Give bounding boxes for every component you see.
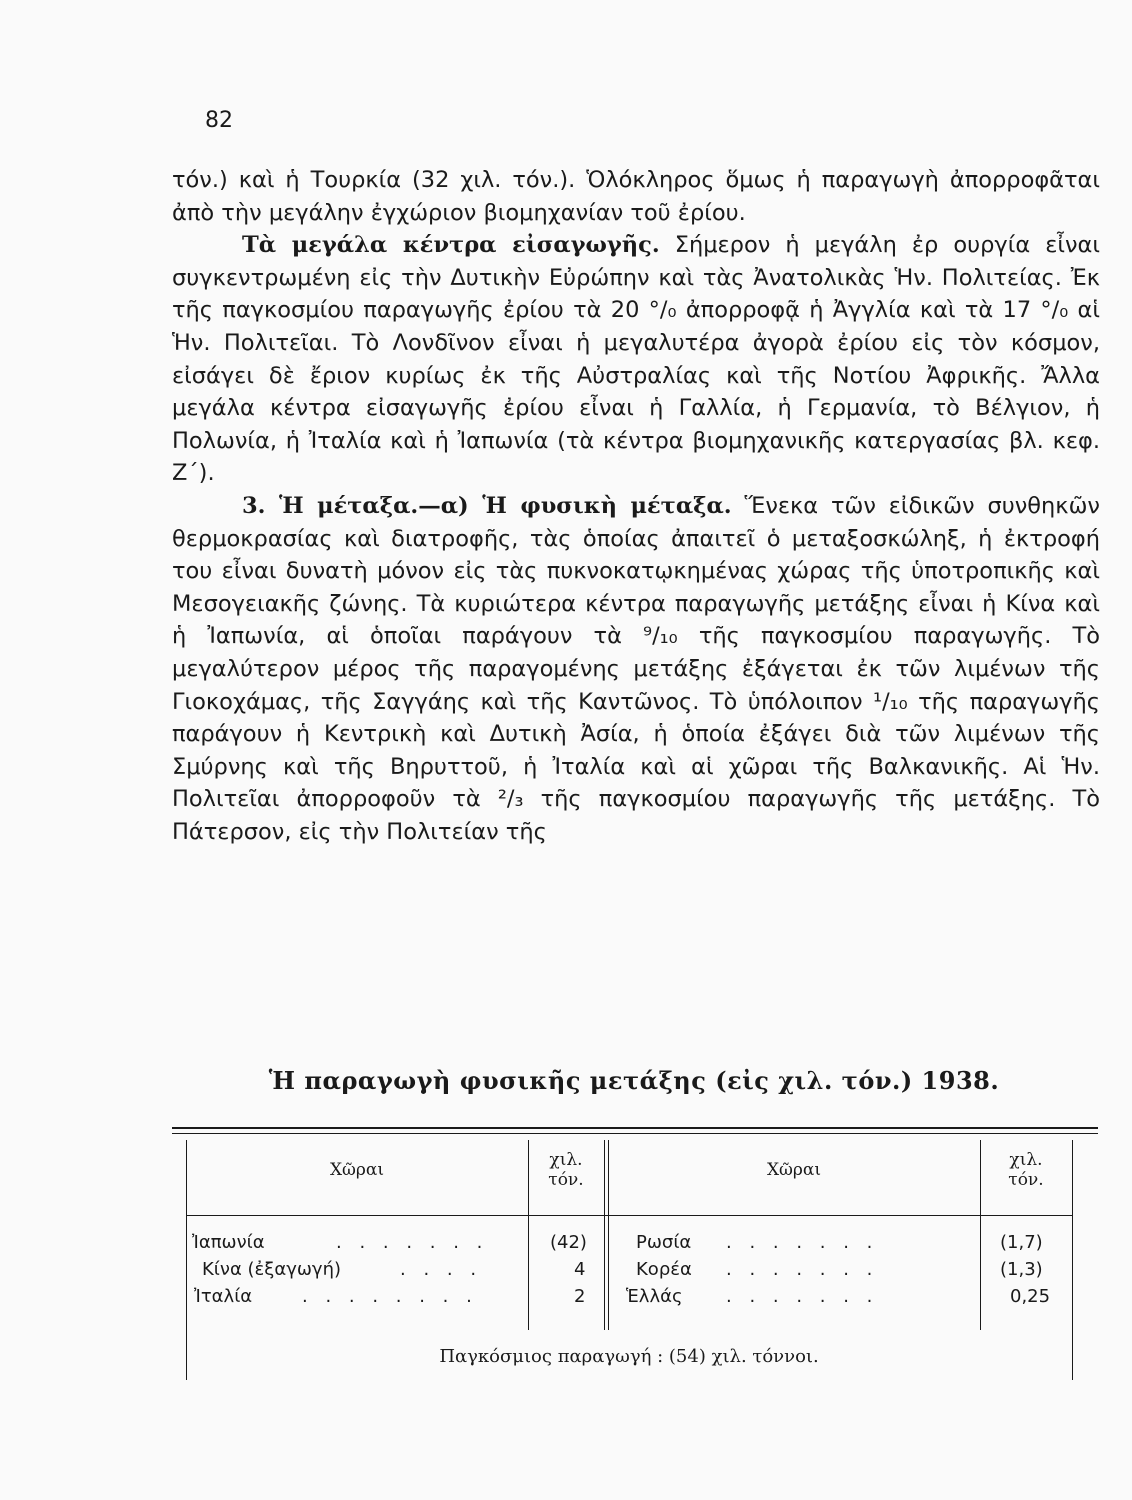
table-row [186,1259,1072,1289]
row-left-country: Ἰταλία [194,1286,253,1307]
row-right-value: (1,3) [1000,1259,1043,1280]
section-heading-import-centers: Τὰ μεγάλα κέντρα εἰσαγωγῆς. [242,232,660,259]
section-heading-silk: 3. Ἡ μέταξα.—α) Ἡ φυσικὴ μέταξα. [242,492,732,519]
row-left-dots: . . . . . . . . [302,1286,478,1307]
paragraph-silk [172,490,1100,849]
row-right-dots: . . . . . . . [726,1232,879,1253]
header-countries-left: Χῶραι [329,1160,385,1180]
header-unit-left-line1: χιλ. [549,1150,583,1170]
row-right-dots: . . . . . . . [726,1286,879,1307]
table-row [186,1286,1072,1316]
header-unit-left [528,1150,604,1190]
table-footer-total: Παγκόσμιος παραγωγή : (54) χιλ. τόννοι. [439,1346,819,1367]
header-countries-right: Χῶραι [766,1160,822,1180]
row-left-value: 2 [574,1286,586,1307]
table-header-rule [186,1215,1072,1216]
row-left-dots: . . . . [400,1259,483,1280]
table-top-rule [172,1127,1098,1129]
row-right-dots: . . . . . . . [726,1259,879,1280]
row-left-value: (42) [550,1232,587,1253]
row-right-value: 0,25 [1010,1286,1051,1307]
section-text-import-centers: Σήμερον ἡ μεγάλη ἐρ ουργία εἶναι συγκεντρωμένη εἰς τὴν Δυτικὴν Εὐρώπην καὶ τὰς Ἀνατολικὰς Ἡν. Πολιτείας. Ἐκ τῆς παγκοσμίου παραγωγῆς ἐρίου τὰ 20 °/₀ ἀπορροφᾷ ἡ Ἀγγλία καὶ τὰ 17 °/₀ αἱ Ἡν. Πολιτεῖαι. Τὸ Λονδῖνον εἶναι ἡ μεγαλυτέρα ἀγορὰ ἐρίου εἰς τὸν κόσμον, εἰσάγει δὲ ἔριον κυρίως ἐκ τῆς Αὐστραλίας καὶ τῆς Νοτίου Ἀφρικῆς. Ἄλλα μεγάλα κέντρα εἰσαγωγῆς ἐρίου εἶναι ἡ Γαλλία, ἡ Γερμανία, τὸ Βέλγιον, ἡ Πολωνία, ἡ Ἰταλία καὶ ἡ Ἰαπωνία (τὰ κέντρα βιομηχανικῆς κατεργασίας βλ. κεφ. Ζ΄). [172,232,1100,487]
row-right-country: Ἑλλάς [626,1286,683,1307]
row-right-country: Κορέα [636,1259,692,1280]
header-unit-left-line2: τόν. [548,1170,584,1190]
section-text-silk: Ἕνεκα τῶν εἰδικῶν συνθηκῶν θερμοκρασίας καὶ διατροφῆς, τὰς ὁποίας ἀπαιτεῖ ὁ μεταξοσκώληξ, ἡ ἐκτροφή του εἶναι δυνατὴ μόνον εἰς τὰς πυκνοκατῳκημένας χώρας τῆς ὑποτροπικῆς καὶ Μεσογειακῆς ζώνης. Τὰ κυριώτερα κέντρα παραγωγῆς μετάξης εἶναι ἡ Κίνα καὶ ἡ Ἰαπωνία, αἱ ὁποῖαι παράγουν τὰ ⁹/₁₀ τῆς παγκοσμίου παραγωγῆς. Τὸ μεγαλύτερον μέρος τῆς παραγομένης μετάξης ἐξάγεται ἐκ τῶν λιμένων τῆς Γιοκοχάμας, τῆς Σαγγάης καὶ τῆς Καντῶνος. Τὸ ὑπόλοιπον ¹/₁₀ τῆς παραγωγῆς παράγουν ἡ Κεντρικὴ καὶ Δυτικὴ Ἀσία, ἡ ὁποία ἐξάγει διὰ τῶν λιμένων τῆς Σμύρνης καὶ τῆς Βηρυττοῦ, ἡ Ἰταλία καὶ αἱ χῶραι τῆς Βαλκανικῆς. Αἱ Ἡν. Πολιτεῖαι ἀπορροφοῦν τὰ ²/₃ τῆς παγκοσμίου παραγωγῆς τῆς μετάξης. Τὸ Πάτερσον, εἰς τὴν Πολιτείαν τῆς [172,492,1100,845]
table-top-rule-thin [172,1133,1098,1134]
body-text [172,164,1100,848]
header-unit-right-line1: χιλ. [1009,1150,1043,1170]
header-unit-right [980,1150,1072,1190]
page-number: 82 [205,108,233,133]
header-unit-right-line2: τόν. [1008,1170,1044,1190]
row-right-country: Ρωσία [636,1232,692,1253]
table-caption: Ἡ παραγωγὴ φυσικῆς μετάξης (εἰς χιλ. τόν.) 1938. [268,1066,1000,1095]
row-right-value: (1,7) [1000,1232,1043,1253]
table-right-border [1072,1140,1073,1380]
table-row [186,1232,1072,1262]
paragraph-intro: τόν.) καὶ ἡ Τουρκία (32 χιλ. τόν.). Ὁλόκληρος ὅμως ἡ παραγωγὴ ἀπορροφᾶται ἀπὸ τὴν μεγάλην ἐγχώριον βιομηχανίαν τοῦ ἐρίου. [172,167,1100,226]
row-left-country: Ἰαπωνία [192,1232,265,1253]
row-left-value: 4 [574,1259,586,1280]
row-left-dots: . . . . . . . [336,1232,489,1253]
paragraph-import-centers [172,229,1100,490]
row-left-country: Κίνα (ἐξαγωγή) [202,1259,341,1280]
